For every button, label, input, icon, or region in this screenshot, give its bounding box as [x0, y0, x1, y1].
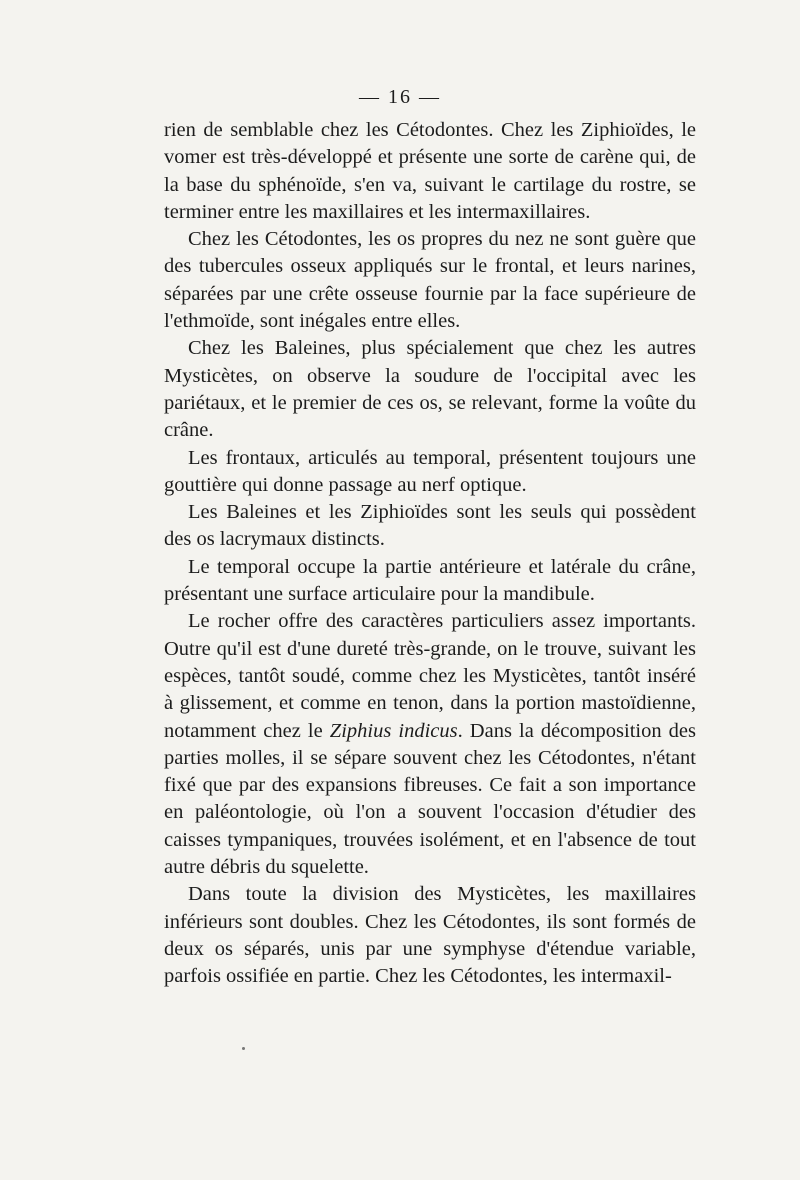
paragraph-3: Chez les Baleines, plus spécialement que chez les autres Mysticètes, on observe la soudure de l'occipital avec les pariétaux, et le premier de ces os, se relevant, forme la voûte du crâne.: [164, 337, 696, 442]
paragraph-7-before: Le rocher offre des caractères particuliers assez importants. Outre qu'il est d'une dureté très-grande, on le trouve, suivant les espèces, tantôt soudé, comme chez les Mysticètes, tantôt inséré à glissement, et comme en tenon, dans la portion mastoïdienne, notamment chez le: [164, 610, 696, 742]
paragraph-6: Le temporal occupe la partie antérieure et latérale du crâne, présentant une surface articulaire pour la mandibule.: [164, 555, 696, 606]
body-text: [164, 117, 696, 991]
paper-speck: [242, 1047, 245, 1050]
paragraph-8: Dans toute la division des Mysticètes, les maxillaires inférieurs sont doubles. Chez les Cétodontes, ils sont formés de deux os séparés, unis par une symphyse d'étendue variable, parfois ossifiée en partie. Chez les Cétodontes, les intermaxil-: [164, 883, 696, 988]
page-number: — 16 —: [359, 86, 441, 108]
paragraph-7-after: . Dans la décomposition des parties molles, il se sépare souvent chez les Cétodontes, n'étant fixé que par des expansions fibreuses. Ce fait a son importance en paléontologie, où l'on a souvent l'occasion d'étudier des caisses tympaniques, trouvées isolément, et en l'absence de tout autre débris du squelette.: [164, 719, 696, 879]
paragraph-2: Chez les Cétodontes, les os propres du nez ne sont guère que des tubercules osseux appliqués sur le frontal, et leurs narines, séparées par une crête osseuse fournie par la face supérieure de l'ethmoïde, sont inégales entre elles.: [164, 228, 696, 333]
paragraph-4: Les frontaux, articulés au temporal, présentent toujours une gouttière qui donne passage au nerf optique.: [164, 446, 696, 496]
paragraph-5: Les Baleines et les Ziphioïdes sont les seuls qui possèdent des os lacrymaux distincts.: [164, 501, 696, 551]
paragraph-7: [164, 608, 696, 881]
paragraph-1: rien de semblable chez les Cétodontes. Chez les Ziphioïdes, le vomer est très-développé et présente une sorte de carène qui, de la base du sphénoïde, s'en va, suivant le cartilage du rostre, se terminer entre les maxillaires et les intermaxillaires.: [164, 119, 696, 223]
species-name: Ziphius indicus: [329, 719, 458, 742]
